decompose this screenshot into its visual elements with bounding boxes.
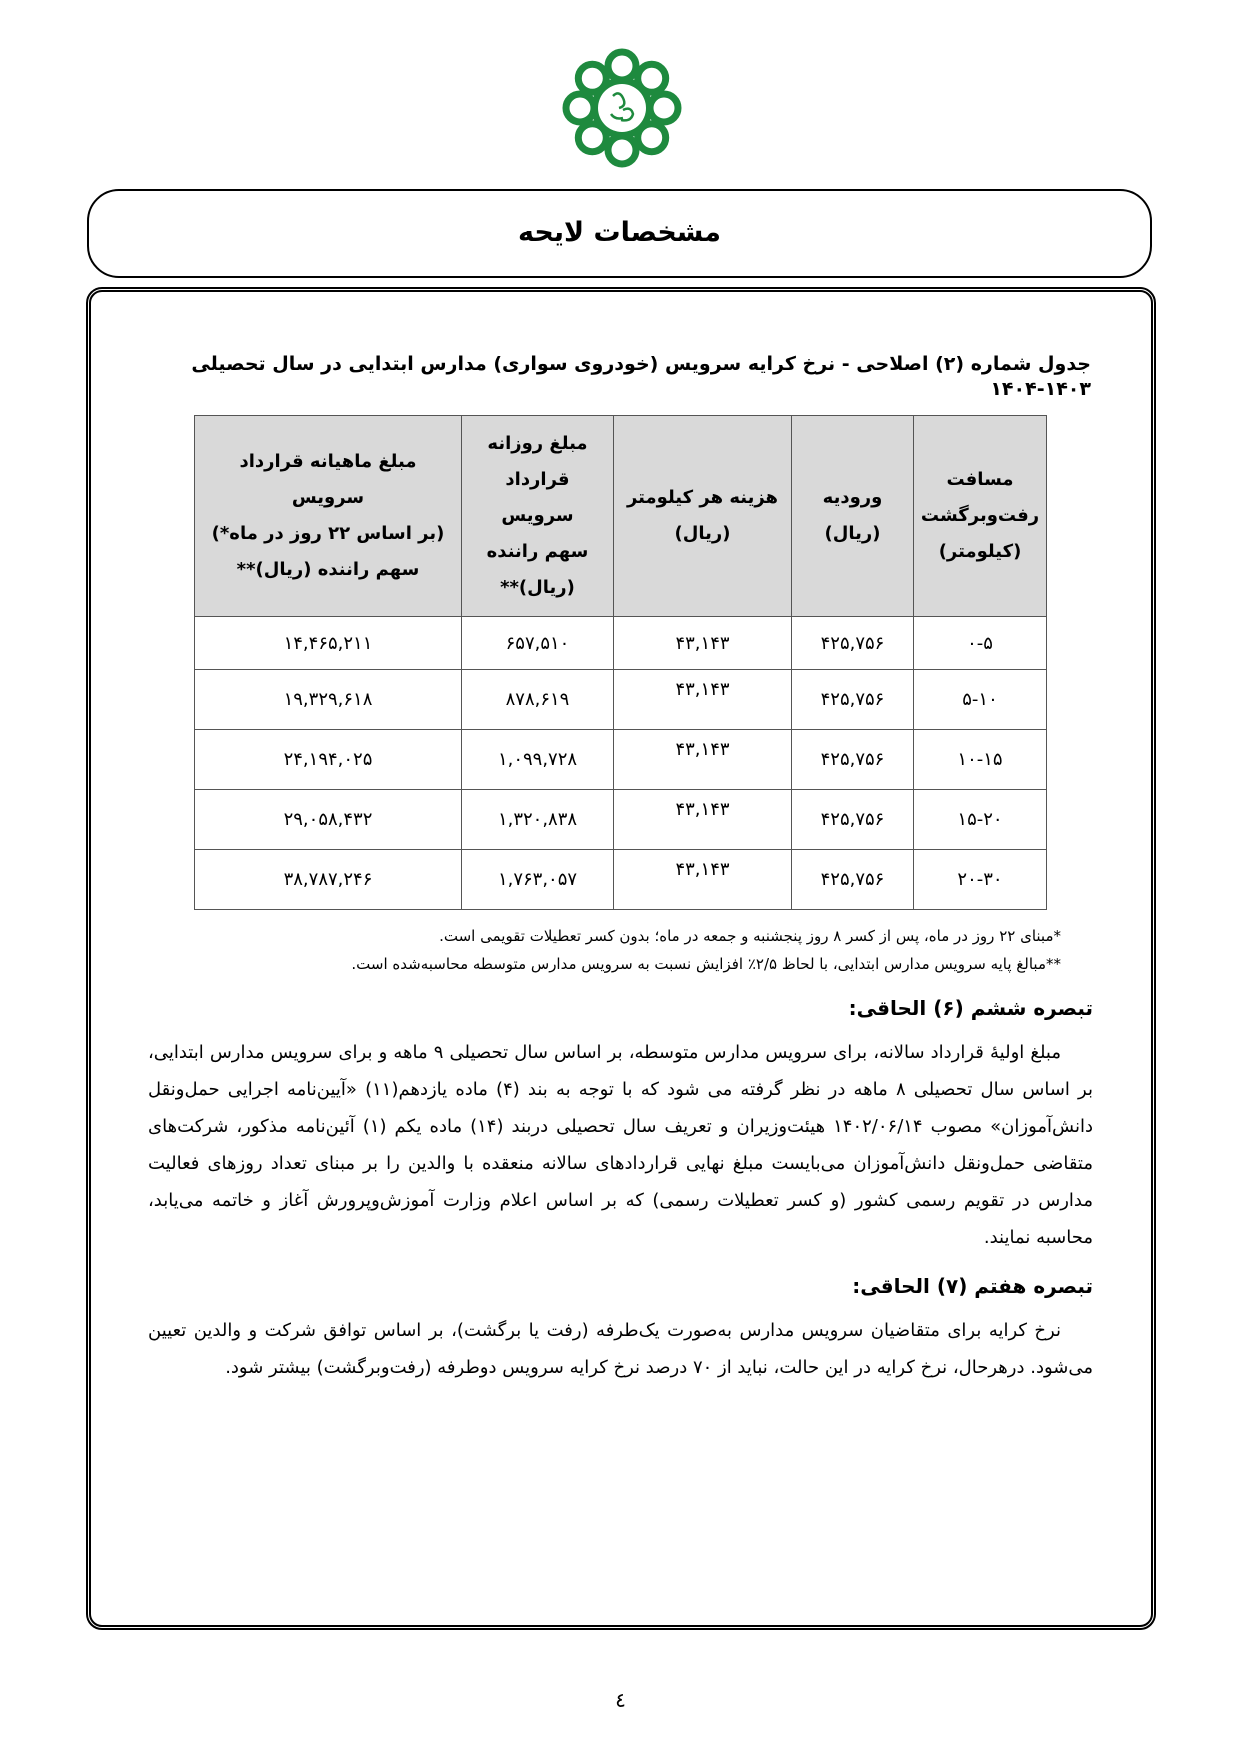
column-header-line: هزینه هر کیلومتر xyxy=(626,487,779,509)
logo-petal xyxy=(608,52,636,80)
column-header-line: قرارداد xyxy=(505,469,570,491)
table-title: جدول شماره (۲) اصلاحی - نرخ کرایه سرویس (خودروی سواری) مدارس ابتدایی در سال تحصیلی ۱۴۰۳-۱۴۰۴ xyxy=(191,353,1091,400)
cell-distance: ۱۰-۱۵ xyxy=(914,730,1047,790)
cell-per-km: ۴۳,۱۴۳ xyxy=(614,730,792,790)
column-header-line: مبلغ ماهیانه قرارداد سرویس xyxy=(239,451,417,509)
logo-petal xyxy=(566,94,594,122)
table-row xyxy=(195,790,1047,850)
column-header-line: (ریال) xyxy=(824,523,881,545)
cell-entry: ۴۲۵,۷۵۶ xyxy=(792,730,914,790)
page-number: ٤ xyxy=(615,1688,626,1712)
fare-table xyxy=(194,415,1047,910)
cell-monthly: ۳۸,۷۸۷,۲۴۶ xyxy=(195,850,462,910)
cell-daily: ۱,۰۹۹,۷۲۸ xyxy=(462,730,614,790)
cell-per-km: ۴۳,۱۴۳ xyxy=(614,790,792,850)
footnote-1: *مبنای ۲۲ روز در ماه، پس از کسر ۸ روز پنجشنبه و جمعه در ماه؛ بدون کسر تعطیلات تقویمی است. xyxy=(439,927,1061,946)
cell-per-km: ۴۳,۱۴۳ xyxy=(614,850,792,910)
cell-monthly: ۲۴,۱۹۴,۰۲۵ xyxy=(195,730,462,790)
logo-emblem-icon xyxy=(553,44,691,172)
cell-daily: ۶۵۷,۵۱۰ xyxy=(462,617,614,670)
column-header xyxy=(914,416,1047,617)
section-heading-note-7: تبصره هفتم (۷) الحاقی: xyxy=(852,1274,1093,1299)
cell-entry: ۴۲۵,۷۵۶ xyxy=(792,790,914,850)
cell-daily: ۱,۳۲۰,۸۳۸ xyxy=(462,790,614,850)
cell-daily: ۸۷۸,۶۱۹ xyxy=(462,670,614,730)
column-header-line: مسافت xyxy=(946,469,1014,491)
column-header xyxy=(462,416,614,617)
column-header-line: (بر اساس ۲۲ روز در ماه*) xyxy=(211,523,445,545)
cell-distance: ۰-۵ xyxy=(914,617,1047,670)
tehran-city-council-logo xyxy=(553,44,691,172)
column-header-line: مبلغ روزانه xyxy=(487,433,588,455)
cell-distance: ۲۰-۳۰ xyxy=(914,850,1047,910)
cell-monthly: ۲۹,۰۵۸,۴۳۲ xyxy=(195,790,462,850)
cell-entry: ۴۲۵,۷۵۶ xyxy=(792,670,914,730)
section-body-note-6: مبلغ اولیهٔ قرارداد سالانه، برای سرویس مدارس متوسطه، بر اساس سال تحصیلی ۹ ماهه و برای سرویس مدارس ابتدایی، بر اساس سال تحصیلی ۸ ماهه در نظر گرفته می شود که با توجه به بند (۴) ماده یازدهم(۱۱) «آیین‌نامه اجرایی حمل‌ونقل دانش‌آموزان» مصوب ۱۴۰۲/۰۶/۱۴ هیئت‌وزیران و تعریف سال تحصیلی دربند (۱۴) ماده یکم (۱) آئین‌نامه مذکور، شرکت‌های متقاضی حمل‌ونقل دانش‌آموزان می‌بایست مبلغ نهایی قراردادهای سالانه منعقده با والدین را بر مبنای تعداد روزهای فعالیت مدارس در تقویم رسمی کشور (و کسر تعطیلات رسمی) که بر اساس اعلام وزارت آموزش‌وپرورش آغاز و خاتمه می‌یابد، محاسبه نمایند. xyxy=(148,1042,1094,1249)
column-header-line: (کیلومتر) xyxy=(938,541,1022,563)
table-footnotes xyxy=(140,922,1061,978)
header-box xyxy=(87,189,1152,278)
footnote-2: **مبالغ پایه سرویس مدارس ابتدایی، با لحاظ ۲/۵٪ افزایش نسبت به سرویس مدارس متوسطه محاسبه‌شده است. xyxy=(351,955,1061,974)
column-header-line: (ریال)** xyxy=(500,577,575,599)
column-header-line: رفت‌وبرگشت xyxy=(920,505,1040,527)
table-row xyxy=(195,850,1047,910)
column-header xyxy=(195,416,462,617)
page-title: مشخصات لایحه xyxy=(517,217,721,249)
column-header-line: سهم راننده (ریال)** xyxy=(236,559,420,581)
table-row xyxy=(195,670,1047,730)
column-header-line: سرویس xyxy=(501,505,574,527)
column-header-line: ورودیه xyxy=(822,487,883,509)
cell-distance: ۵-۱۰ xyxy=(914,670,1047,730)
cell-monthly: ۱۹,۳۲۹,۶۱۸ xyxy=(195,670,462,730)
column-header xyxy=(792,416,914,617)
logo-petal xyxy=(650,94,678,122)
cell-per-km: ۴۳,۱۴۳ xyxy=(614,670,792,730)
column-header-line: سهم راننده xyxy=(486,541,589,563)
column-header xyxy=(614,416,792,617)
cell-monthly: ۱۴,۴۶۵,۲۱۱ xyxy=(195,617,462,670)
logo-petal xyxy=(608,136,636,164)
table-header-row xyxy=(195,416,1047,617)
table-row xyxy=(195,730,1047,790)
cell-entry: ۴۲۵,۷۵۶ xyxy=(792,850,914,910)
cell-per-km: ۴۳,۱۴۳ xyxy=(614,617,792,670)
table-row xyxy=(195,617,1047,670)
cell-daily: ۱,۷۶۳,۰۵۷ xyxy=(462,850,614,910)
column-header-line: (ریال) xyxy=(674,523,731,545)
section-body-note-7: نرخ کرایه برای متقاضیان سرویس مدارس به‌صورت یک‌طرفه (رفت یا برگشت)، بر اساس توافق شرکت و والدین تعیین می‌شود. درهرحال، نرخ کرایه در این حالت، نباید از ۷۰ درصد نرخ کرایه سرویس دوطرفه (رفت‌وبرگشت) بیشتر شود. xyxy=(148,1320,1093,1379)
section-heading-note-6: تبصره ششم (۶) الحاقی: xyxy=(848,996,1093,1021)
content-body xyxy=(140,352,1101,1386)
cell-distance: ۱۵-۲۰ xyxy=(914,790,1047,850)
cell-entry: ۴۲۵,۷۵۶ xyxy=(792,617,914,670)
